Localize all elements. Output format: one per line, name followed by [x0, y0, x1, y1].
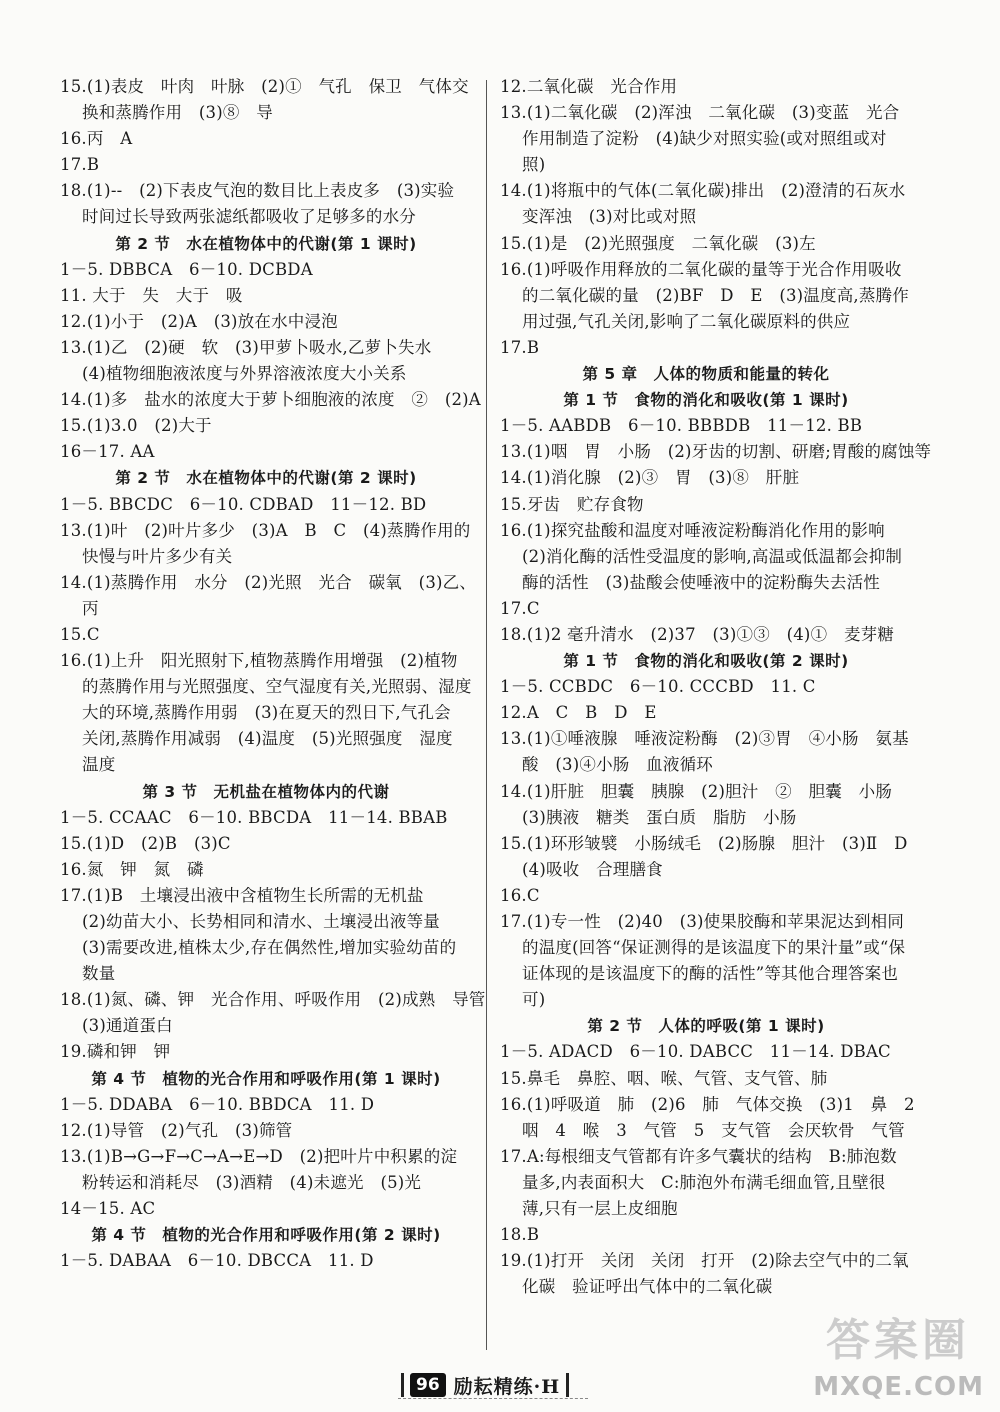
answer-line: 16.丙 A	[60, 129, 133, 149]
answer-line: 17.(1)B 土壤浸出液中含植物生长所需的无机盐	[60, 885, 424, 905]
answer-line: 15.(1)是 (2)光照强度 二氧化碳 (3)左	[500, 233, 816, 253]
answer-line: 15.(1)D (2)B (3)C	[60, 833, 231, 853]
answer-line: 量多,内表面积大 C:肺泡外布满毛细血管,且壁很	[522, 1172, 886, 1192]
answer-line: 1－5. BBCDC 6－10. CDBAD 11－12. BD	[60, 494, 427, 514]
answer-line: 丙	[82, 598, 99, 618]
answer-line: 15.鼻毛 鼻腔、咽、喉、气管、支气管、肺	[500, 1068, 828, 1088]
answer-line: 12.A C B D E	[500, 703, 657, 723]
answer-line: 16.氮 钾 氮 磷	[60, 859, 204, 879]
answer-line: 12.(1)小于 (2)A (3)放在水中浸泡	[60, 311, 338, 331]
answer-line: 1－5. CCAAC 6－10. BBCDA 11－14. BBAB	[60, 807, 448, 827]
footer-dotted-rule	[398, 1398, 588, 1399]
answer-line: 数量	[82, 964, 116, 984]
answer-line: 12.(1)导管 (2)气孔 (3)筛管	[60, 1120, 293, 1140]
answer-line: 时间过长导致两张滤纸都吸收了足够多的水分	[82, 207, 416, 227]
answer-line: 照)	[522, 155, 546, 175]
answer-line: (3)胰液 糖类 蛋白质 脂肪 小肠	[522, 807, 797, 827]
section-heading: 第 4 节 植物的光合作用和呼吸作用(第 2 课时)	[91, 1226, 441, 1245]
answer-line: 15.(1)3.0 (2)大于	[60, 416, 212, 436]
answer-line: 1－5. ADACD 6－10. DABCC 11－14. DBAC	[500, 1042, 891, 1062]
watermark-url: MXQE.COM	[813, 1372, 984, 1402]
answer-line: 15.(1)表皮 叶肉 叶脉 (2)① 气孔 保卫 气体交	[60, 77, 469, 96]
answer-line: 11. 大于 失 大于 吸	[60, 285, 243, 305]
answer-line: 13.(1)乙 (2)硬 软 (3)甲萝卜吸水,乙萝卜失水	[60, 337, 432, 357]
answer-line: 可)	[522, 990, 546, 1010]
section-heading: 第 2 节 人体的呼吸(第 1 课时)	[587, 1017, 825, 1036]
footer-bar-left	[401, 1373, 404, 1397]
answer-line: 换和蒸腾作用 (3)⑧ 导	[82, 103, 273, 123]
answer-line: 作用制造了淀粉 (4)缺少对照实验(或对照组或对	[522, 129, 887, 149]
column-divider	[486, 80, 487, 1350]
answer-line: 17.C	[500, 598, 540, 618]
answer-line: (3)需要改进,植株太少,存在偶然性,增加实验幼苗的	[82, 938, 457, 958]
answer-line: 17.B	[500, 337, 540, 357]
answer-line: 15.牙齿 贮存食物	[500, 494, 644, 514]
answer-line: 14.(1)将瓶中的气体(二氧化碳)排出 (2)澄清的石灰水	[500, 181, 906, 201]
answer-line: 14.(1)消化腺 (2)③ 胃 (3)⑧ 肝脏	[500, 468, 800, 488]
answer-line: 18.B	[500, 1225, 540, 1245]
answer-line: 16－17. AA	[60, 442, 155, 462]
answer-line: 13.(1)咽 胃 小肠 (2)牙齿的切割、研磨;胃酸的腐蚀等	[500, 442, 932, 462]
section-heading: 第 5 章 人体的物质和能量的转化	[582, 365, 830, 384]
watermark-logo: 答案圈	[826, 1315, 970, 1366]
answer-line: 12.二氧化碳 光合作用	[500, 77, 678, 96]
answer-line: 1－5. AABDB 6－10. BBBDB 11－12. BB	[500, 416, 863, 436]
answer-line: 17.A:每根细支气管都有许多气囊状的结构 B:肺泡数	[500, 1146, 897, 1166]
section-heading: 第 2 节 水在植物体中的代谢(第 1 课时)	[115, 234, 417, 253]
book-brand: 励耘精练·H	[453, 1375, 561, 1398]
answer-line: 用过强,气孔关闭,影响了二氧化碳原料的供应	[522, 311, 851, 331]
answer-line: 酶的活性 (3)盐酸会使唾液中的淀粉酶失去活性	[522, 572, 880, 592]
section-heading: 第 3 节 无机盐在植物体内的代谢	[142, 782, 390, 801]
answer-line: 14.(1)肝脏 胆囊 胰腺 (2)胆汁 ② 胆囊 小肠	[500, 781, 893, 801]
answer-line: 1－5. CCBDC 6－10. CCCBD 11. C	[500, 677, 816, 697]
answer-line: 19.磷和钾 钾	[60, 1042, 171, 1062]
answer-line: 快慢与叶片多少有关	[82, 546, 233, 566]
answer-line: 的二氧化碳的量 (2)BF D E (3)温度高,蒸腾作	[522, 285, 909, 305]
section-heading: 第 4 节 植物的光合作用和呼吸作用(第 1 课时)	[91, 1069, 441, 1088]
answer-line: 关闭,蒸腾作用减弱 (4)温度 (5)光照强度 湿度	[82, 729, 453, 749]
answer-line: 15.C	[60, 624, 100, 644]
section-heading: 第 1 节 食物的消化和吸收(第 1 课时)	[563, 391, 849, 410]
section-heading: 第 2 节 水在植物体中的代谢(第 2 课时)	[115, 469, 417, 488]
page-number: 96	[410, 1373, 446, 1397]
answer-line: 变浑浊 (3)对比或对照	[522, 207, 697, 227]
answer-line: 17.B	[60, 155, 100, 175]
answer-line: 粉转运和消耗尽 (3)酒精 (4)未遮光 (5)光	[82, 1172, 422, 1192]
answer-line: 18.(1)-- (2)下表皮气泡的数目比上表皮多 (3)实验	[60, 181, 455, 201]
answer-line: 1－5. DDABA 6－10. BBDCA 11. D	[60, 1094, 375, 1114]
answer-line: 1－5. DABAA 6－10. DBCCA 11. D	[60, 1251, 374, 1271]
answer-line: (4)吸收 合理膳食	[522, 859, 663, 879]
answer-line: 16.C	[500, 885, 540, 905]
answer-line: 18.(1)2 毫升清水 (2)37 (3)①③ (4)① 麦芽糖	[500, 624, 895, 644]
answer-line: (2)消化酶的活性受温度的影响,高温或低温都会抑制	[522, 546, 903, 566]
answer-line: 1－5. DBBCA 6－10. DCBDA	[60, 259, 313, 279]
answer-line: 13.(1)二氧化碳 (2)浑浊 二氧化碳 (3)变蓝 光合	[500, 103, 900, 123]
answer-line: 咽 4 喉 3 气管 5 支气管 会厌软骨 气管	[522, 1120, 905, 1140]
answer-line: 化碳 验证呼出气体中的二氧化碳	[522, 1277, 773, 1297]
answer-line: 大的环境,蒸腾作用弱 (3)在夏天的烈日下,气孔会	[82, 703, 451, 723]
answer-line: 14.(1)蒸腾作用 水分 (2)光照 光合 碳氧 (3)乙、	[60, 572, 477, 592]
answer-line: 13.(1)①唾液腺 唾液淀粉酶 (2)③胃 ④小肠 氨基	[500, 729, 909, 749]
answer-line: 的蒸腾作用与光照强度、空气湿度有关,光照弱、湿度	[82, 677, 472, 697]
answer-line: 13.(1)叶 (2)叶片多少 (3)A B C (4)蒸腾作用的	[60, 520, 471, 540]
answer-line: 薄,只有一层上皮细胞	[522, 1199, 678, 1219]
section-heading: 第 1 节 食物的消化和吸收(第 2 课时)	[563, 652, 849, 671]
answer-line: (2)幼苗大小、长势相同和清水、土壤浸出液等量	[82, 912, 440, 931]
answer-line: 19.(1)打开 关闭 关闭 打开 (2)除去空气中的二氧	[500, 1251, 909, 1271]
left-column	[60, 74, 486, 1274]
answer-line: 16.(1)上升 阳光照射下,植物蒸腾作用增强 (2)植物	[60, 651, 458, 671]
answer-line: 15.(1)环形皱襞 小肠绒毛 (2)肠腺 胆汁 (3)Ⅱ D	[500, 833, 908, 853]
footer-bar-right	[566, 1373, 569, 1397]
answer-line: 13.(1)B→G→F→C→A→E→D (2)把叶片中积累的淀	[60, 1146, 458, 1166]
answer-line: 酸 (3)④小肠 血液循环	[522, 755, 713, 775]
answer-line: 17.(1)专一性 (2)40 (3)使果胶酶和苹果泥达到相同	[500, 912, 905, 931]
answer-line: 的温度(回答“保证测得的是该温度下的果汁量”或“保	[522, 938, 906, 958]
answer-line: 14－15. AC	[60, 1199, 156, 1219]
page-footer	[395, 1370, 575, 1400]
answer-line: 16.(1)探究盐酸和温度对唾液淀粉酶消化作用的影响	[500, 520, 885, 540]
answer-line: (3)通道蛋白	[82, 1016, 173, 1036]
answer-line: 16.(1)呼吸道 肺 (2)6 肺 气体交换 (3)1 鼻 2	[500, 1094, 915, 1114]
answer-line: (4)植物细胞液浓度与外界溶液浓度大小关系	[82, 364, 407, 384]
answer-line: 温度	[82, 755, 116, 775]
answer-line: 18.(1)氮、磷、钾 光合作用、呼吸作用 (2)成熟 导管	[60, 990, 486, 1010]
answer-line: 14.(1)多 盐水的浓度大于萝卜细胞液的浓度 ② (2)A	[60, 390, 481, 410]
answer-line: 证体现的是该温度下的酶的活性”等其他合理答案也	[522, 964, 899, 984]
right-column	[500, 74, 932, 1300]
answer-line: 16.(1)呼吸作用释放的二氧化碳的量等于光合作用吸收	[500, 259, 902, 279]
